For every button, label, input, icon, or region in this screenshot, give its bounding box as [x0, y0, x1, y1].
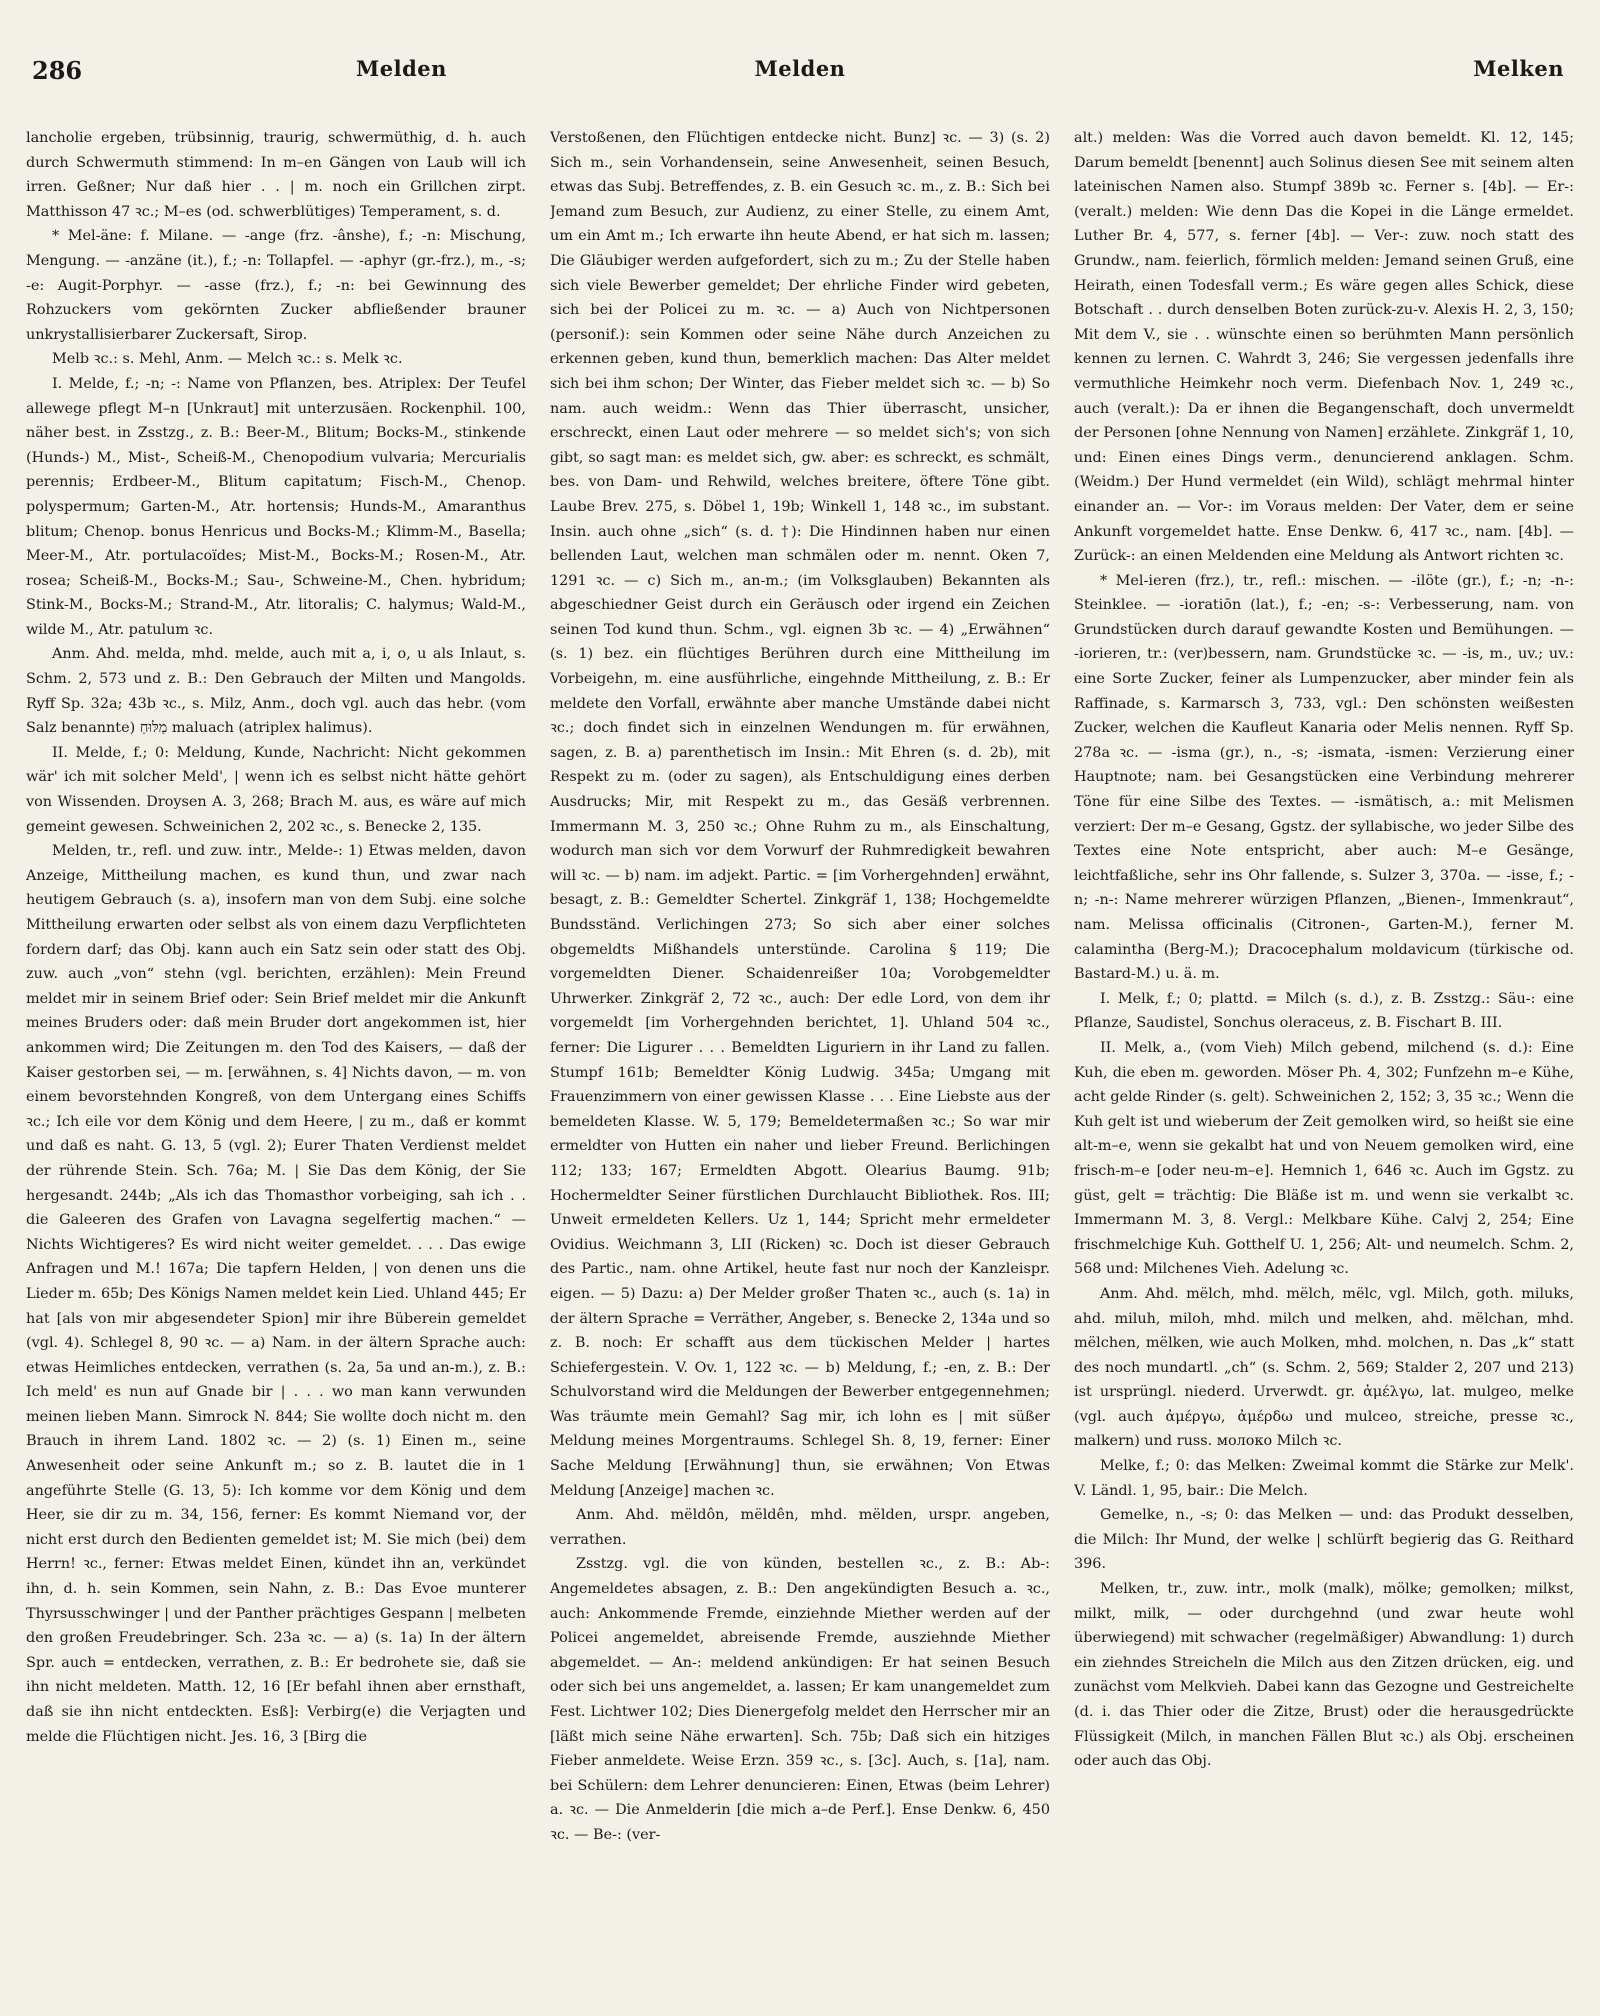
entry-paragraph: I. Melk, f.; 0; plattd. = Milch (s. d.), z. B. Zsstzg.: Säu-: eine Pflanze, Saudistel, Sonchus oleraceus, z. B. Fischart B. III. — [1074, 990, 1574, 1032]
entry-paragraph: Verstoßenen, den Flüchtigen entdecke nicht. Bunz] ꝛc. — 3) (s. 2) Sich m., sein Vorhandensein, seine Anwesenheit, seinen Besuch, etwas das Subj. Betreffendes, z. B. ein Gesuch ꝛc. m., z. B.: Sich bei Jemand zum Besuch, zur Audienz, zu einer Stelle, zu einem Amt, um ein Amt m.; Ich erwarte ihn heute Abend, er hat sich m. lassen; Die Gläubiger werden aufgefordert, sich zu m.; Zu der Stelle haben sich viele Bewerber gemeldet; Der ehrliche Finder wird gebeten, sich bei der Policei zu m. ꝛc. — a) Auch von Nichtpersonen (personif.): sein Kommen oder seine Nähe durch Anzeichen zu erkennen geben, kund thun, bemerklich machen: Das Alter meldet sich bei ihm schon; Der Winter, das Fieber meldet sich ꝛc. — b) So nam. auch weidm.: Wenn das Thier überrascht, unsicher, erschreckt, einen Laut oder mehrere — so meldet sich's; von sich gibt, so sagt man: es meldet sich, gw. aber: es schreckt, es schmält, bes. von Dam- und Rehwild, welches breitere, öftere Töne gibt. Laube Brev. 275, s. Döbel 1, 19b; Winkell 1, 148 ꝛc., im substant. Insin. auch ohne „sich“ (s. d. †): Die Hindinnen haben nur einen bellenden Laut, welchen man schmälen oder m. nennt. Oken 7, 1291 ꝛc. — c) Sich m., an-m.; (im Volksglauben) Bekannten als abgeschiedner Geist durch ein Geräusch oder irgend ein Zeichen seinen Tod kund thun. Schm., vgl. eignen 3b ꝛc. — 4) „Erwähnen“ (s. 1) bez. ein flüchtiges Berühren durch eine Mittheilung im Vorbeigehn, m. eine ausführliche, eingehnde Mittheilung, z. B.: Er meldete den Vorfall, erwähnte aber manche Umstände dabei nicht ꝛc.; doch findet sich in einzelnen Wendungen m. für erwähnen, sagen, z. B. a) parenthetisch im Insin.: Mit Ehren (s. d. 2b), mit Respekt zu m. (oder zu sagen), als Entschuldigung eines derben Ausdrucks; Mir, mit Respekt zu m., das Gesäß verbrennen. Immermann M. 3, 250 ꝛc.; Ohne Ruhm zu m., als Einschaltung, wodurch man sich vor dem Vorwurf der Ruhmredigkeit bewahren will ꝛc. — b) nam. im adjekt. Partic. = [im Vorhergehnden] erwähnt, besagt, z. B.: Gemeldter Schertel. Zinkgräf 1, 138; Hochgemeldte Bundsständ. Verlichingen 273; So sich aber einer solches obgemeldts Mißhandels unterstünde. Carolina § 119; Die vorgemeldten Diener. Schaidenreißer 10a; Vorobgemeldter Uhrwerker. Zinkgräf 2, 72 ꝛc., auch: Der edle Lord, von dem ihr vorgemeldt [im Vorhergehnden berichtet, 1]. Uhland 504 ꝛc., ferner: Die Ligurer . . . Bemeldten Liguriern in ihr Land zu fallen. Stumpf 161b; Bemeldter König Ludwig. 345a; Umgang mit Frauenzimmern von einer gewissen Klasse . . . Eine Liebste aus der bemeldeten Klasse. W. 5, 179; Bemeldetermaßen ꝛc.; So war mir ermeldter von Hutten ein naher und lieber Freund. Berlichingen 112; 133; 167; Ermeldten Abgott. Olearius Baumg. 91b; Hochermeldter Seiner fürstlichen Durchlaucht Bibliothek. Ros. III; Unweit ermeldeten Kellers. Uz 1, 144; Spricht mehr ermeldeter Ovidius. Weichmann 3, LII (Ricken) ꝛc. Doch ist dieser Gebrauch des Partic., nam. ohne Artikel, heute fast nur noch der Kanzleispr. eigen. — 5) Dazu: a) Der Melder großer Thaten ꝛc., auch (s. 1a) in der ältern Sprache = Verräther, Angeber, s. Benecke 2, 134a und so z. B. noch: Er schafft aus dem tückischen Melder | hartes Schiefergestein. V. Ov. 1, 122 ꝛc. — b) Meldung, f.; -en, z. B.: Der Schulvorstand wird die Meldungen der Bewerber entgegennehmen; Was träumte mein Gemahl? Sag mir, ich lohn es | mit süßer Meldung meines Morgentraums. Schlegel Sh. 8, 19, ferner: Einer Sache Meldung [Erwähnung] thun, sie erwähnen; Von Etwas Meldung [Anzeige] machen ꝛc. — [550, 130, 1050, 1499]
left-headword: Melden — [356, 56, 447, 81]
entry-paragraph: Gemelke, n., -s; 0: das Melken — und: das Produkt desselben, die Milch: Ihr Mund, der welke | schlürft begierig das G. Reithard 396. — [1074, 1507, 1574, 1573]
entry-paragraph: Melken, tr., zuw. intr., molk (malk), mölke; gemolken; milkst, milkt, milk, — oder durchgehnd (und zwar heute wohl überwiegend) mit schwacher (regelmäßiger) Abwandlung: 1) durch ein ziehndes Streicheln die Milch aus den Zitzen drücken, eig. und zunächst vom Melkvieh. Dabei kann das Gezogne und Gestreichelte (d. i. das Thier oder die Zitze, Brust) oder die herausgedrückte Flüssigkeit (Milch, in manchen Fällen Blut ꝛc.) als Obj. erscheinen oder auch das Obj. — [1074, 1581, 1574, 1770]
column-middle — [550, 126, 1050, 2006]
running-header — [26, 48, 1574, 86]
entry-paragraph: * Mel-ieren (frz.), tr., refl.: mischen. — -ilöte (gr.), f.; -n; -n-: Steinklee. — -ioratiōn (lat.), f.; -en; -s-: Verbesserung, nam. von Grundstücken durch darauf gewandte Kosten und Bemühungen. — -iorieren, tr.: (ver)bessern, nam. Grundstücke ꝛc. — -is, m., uv.; uv.: eine Sorte Zucker, feiner als Lumpenzucker, aber minder fein als Raffinade, s. Karmarsch 3, 733, vgl.: Den schönsten weißesten Zucker, welchen die Kaufleut Kanaria oder Melis nennen. Ryff Sp. 278a ꝛc. — -isma (gr.), n., -s; -ismata, -ismen: Verzierung einer Hauptnote; nam. bei Gesangstücken eine Verbindung mehrerer Töne für eine Silbe des Textes. — -ismätisch, a.: mit Melismen verziert: Der m–e Gesang, Ggstz. der syllabische, wo jeder Silbe des Textes eine Note entspricht, aber auch: M–e Gesänge, leichtfaßliche, sehr ins Ohr fallende, s. Sulzer 3, 370a. — -isse, f.; -n; -n-: Name mehrerer würzigen Pflanzen, „Bienen-, Immenkraut“, nam. Melissa officinalis (Citronen-, Garten-M.), ferner M. calamintha (Berg-M.); Dracocephalum moldavicum (türkische od. Bastard-M.) u. ä. m. — [1074, 572, 1574, 983]
page-number: 286 — [32, 56, 83, 85]
column-left — [26, 126, 526, 2006]
entry-paragraph: alt.) melden: Was die Vorred auch davon bemeldt. Kl. 12, 145; Darum bemeldt [benennt] auch Solinus diesen See mit seinem alten lateinischen Namen also. Stumpf 389b ꝛc. Ferner s. [4b]. — Er-: (veralt.) melden: Wie denn Das die Kopei in die Länge ermeldet. Luther Br. 4, 577, s. ferner [4b]. — Ver-: zuw. noch statt des Grundw., nam. feierlich, förmlich melden: Jemand seinen Gruß, eine Heirath, einen Todesfall verm.; Es wäre gegen alles Schick, diese Botschaft . . durch denselben Boten zurück-zu-v. Alexis H. 2, 3, 150; Mit dem V., sie . . wünschte einen so berühmten Mann persönlich kennen zu lernen. C. Wahrdt 3, 246; Sie vergessen jedenfalls ihre vermuthliche Heimkehr noch verm. Diefenbach Nov. 1, 249 ꝛc., auch (veralt.): Da er ihnen die Begangenschaft, doch unvermeldt der Personen [ohne Nennung von Namen] erzählete. Zinkgräf 1, 10, und: Einen eines Dings verm., denuncierend anklagen. Schm. (Weidm.) Der Hund vermeldet (ein Wild), schlägt mehrmal hinter einander an. — Vor-: im Voraus melden: Der Vater, dem er seine Ankunft vorgemeldet hatte. Ense Denkw. 6, 417 ꝛc., nam. [4b]. — Zurück-: an einen Meldenden eine Meldung als Antwort richten ꝛc. — [1074, 130, 1574, 565]
entry-paragraph: II. Melde, f.; 0: Meldung, Kunde, Nachricht: Nicht gekommen wär' ich mit solcher Meld', | wenn ich es selbst nicht hätte gehört von Wissenden. Droysen A. 3, 268; Brach M. aus, es wäre auf mich gemeint gewesen. Schweinichen 2, 202 ꝛc., s. Benecke 2, 135. — [26, 744, 526, 835]
column-right — [1074, 126, 1574, 2006]
center-headword: Melden — [754, 56, 846, 81]
entry-paragraph: * Mel-äne: f. Milane. — -ange (frz. -ânshe), f.; -n: Mischung, Mengung. — -anzäne (it.), f.; -n: Tollapfel. — -aphyr (gr.-frz.), m., -s; -e: Augit-Porphyr. — -asse (frz.), f.; -n: bei Gewinnung des Rohzuckers vom gekörnten Zucker abfließender brauner unkrystallisierbarer Zuckersaft, Sirop. — [26, 228, 526, 343]
entry-paragraph: Zsstzg. vgl. die von künden, bestellen ꝛc., z. B.: Ab-: Angemeldetes absagen, z. B.: Den angekündigten Besuch a. ꝛc., auch: Ankommende Fremde, einziehnde Miether werden auf der Policei angemeldet, abreisende Fremde, ausziehnde Miether abgemeldet. — An-: meldend ankündigen: Er hat seinen Besuch oder sich bei uns angemeldet, a. lassen; Er kam unangemeldet zum Fest. Lichtwer 102; Dies Dienergefolg meldet den Herrscher mir an [läßt mich seine Nähe erwarten]. Sch. 75b; Daß sich ein hitziges Fieber anmeldete. Weise Erzn. 359 ꝛc., s. [3c]. Auch, s. [1a], nam. bei Schülern: dem Lehrer denuncieren: Einen, Etwas (beim Lehrer) a. ꝛc. — Die Anmelderin [die mich a–de Perf.]. Ense Denkw. 6, 450 ꝛc. — Be-: (ver- — [550, 1556, 1050, 1843]
entry-paragraph: Anm. Ahd. mëldôn, mëldên, mhd. mëlden, urspr. angeben, verrathen. — [550, 1507, 1050, 1548]
entry-paragraph: lancholie ergeben, trübsinnig, traurig, schwermüthig, d. h. auch durch Schwermuth stimmend: In m–en Gängen von Laub will ich irren. Geßner; Nur daß hier . . | m. noch ein Grillchen zirpt. Matthisson 47 ꝛc.; M–es (od. schwerblütiges) Temperament, s. d. — [26, 130, 526, 220]
right-headword: Melken — [1473, 56, 1564, 81]
entry-paragraph: Melke, f.; 0: das Melken: Zweimal kommt die Stärke zur Melk'. V. Ländl. 1, 95, bair.: Die Melch. — [1074, 1458, 1574, 1499]
entry-paragraph: Melden, tr., refl. und zuw. intr., Melde-: 1) Etwas melden, davon Anzeige, Mittheilung machen, es kund thun, und zwar nach heutigem Gebrauch (s. a), insofern man von dem Subj. eine solche Mittheilung erwarten oder selbst als von einem dazu Verpflichteten fordern darf; das Obj. kann auch ein Satz sein oder statt des Obj. zuw. auch „von“ stehn (vgl. berichten, erzählen): Mein Freund meldet mir in seinem Brief oder: Sein Brief meldet mir die Ankunft meines Bruders oder: daß mein Bruder dort angekommen ist, hier ankommen wird; Die Zeitungen m. den Tod des Kaisers, — daß der Kaiser gestorben sei, — m. [erwähnen, s. 4] Nichts davon, — m. von einem bevorstehnden Kongreß, von dem Untergang eines Schiffs ꝛc.; Ich eile vor dem König und dem Heere, | zu m., daß er kommt und daß es naht. G. 13, 5 (vgl. 2); Eurer Thaten Verdienst meldet der rührende Stein. Sch. 76a; M. | Sie Das dem König, der Sie hergesandt. 244b; „Als ich das Thomasthor vorbeiging, sah ich . . die Galeeren des Grafen von Lavagna segelfertig machen.“ — Nichts Wichtigeres? Es wird nicht weiter gemeldet. . . . Das ewige Anfragen und M.! 167a; Die tapfern Helden, | von denen uns die Lieder m. 65b; Des Königs Namen meldet kein Lied. Uhland 445; Er hat [als von mir abgesendeter Spion] mir ihre Büberein gemeldet (vgl. 4). Schlegel 8, 90 ꝛc. — a) Nam. in der ältern Sprache auch: etwas Heimliches entdecken, verrathen (s. 2a, 5a und an-m.), z. B.: Ich meld' es nun auf Gnade bir | . . . wo man kann verwunden meinen lieben Mann. Simrock N. 844; Sie wollte doch nicht m. den Brauch in ihrem Land. 1802 ꝛc. — 2) (s. 1) Einen m., seine Anwesenheit oder seine Ankunft m.; so z. B. lautet die in 1 angeführte Stelle (G. 13, 5): Ich komme vor dem König und dem Heer, sie dir zu m. 34, 156, ferner: Es kommt Niemand vor, der nicht erst durch den Bedienten gemeldet ist; M. Sie mich (bei) dem Herrn! ꝛc., ferner: Etwas meldet Einen, kündet ihn an, verkündet ihn, d. h. sein Kommen, sein Nahn, z. B.: Das Evoe munterer Thyrsusschwinger | und der Panther prächtiges Gespann | melbeten den großen Freudebringer. Sch. 23a ꝛc. — a) (s. 1a) In der ältern Spr. auch = entdecken, verrathen, z. B.: Er bedrohete sie, daß sie ihn nicht meldeten. Matth. 12, 16 [Er befahl ihnen aber ernsthaft, daß sie ihn nicht entdeckten. Esß]: Verbirg(e) die Verjagten und melde die Flüchtigen nicht. Jes. 16, 3 [Birg die — [26, 843, 526, 1745]
entry-paragraph: Melb ꝛc.: s. Mehl, Anm. — Melch ꝛc.: s. Melk ꝛc. — [52, 351, 403, 368]
text-columns — [26, 126, 1574, 2006]
entry-paragraph: II. Melk, a., (vom Vieh) Milch gebend, milchend (s. d.): Eine Kuh, die eben m. geworden. Möser Ph. 4, 302; Funfzehn m–e Kühe, acht gelde Rinder (s. gelt). Schweinichen 2, 152; 3, 35 ꝛc.; Wenn die Kuh gelt ist und wieberum der Zeit gemolken wird, so heißt sie eine alt-m–e, wenn sie gekalbt hat und von Neuem gemolken wird, eine frisch-m–e [oder neu-m–e]. Hemnich 1, 646 ꝛc. Auch im Ggstz. zu güst, gelt = trächtig: Die Bläße ist m. und wenn sie verkalbt ꝛc. Immermann M. 3, 8. Vergl.: Melkbare Kühe. Calvj 2, 254; Eine frischmelchige Kuh. Gotthelf U. 1, 256; Alt- und neumelch. Schm. 2, 568 und: Milchenes Vieh. Adelung ꝛc. — [1074, 1039, 1574, 1278]
entry-paragraph: Anm. Ahd. mëlch, mhd. mëlch, mëlc, vgl. Milch, goth. miluks, ahd. miluh, miloh, mhd. milch und melken, ahd. mëlchan, mhd. mëlchen, mëlken, wie auch Molken, mhd. molchen, n. Das „k“ statt des noch mundartl. „ch“ (s. Schm. 2, 569; Stalder 2, 207 und 213) ist ursprüngl. niederd. Urverwdt. gr. ἀμέλγω, lat. mulgeo, melke (vgl. auch ἀμέργω, ἀμέρδω und mulceo, streiche, presse ꝛc., malkern) und russ. молоко Milch ꝛc. — [1074, 1285, 1574, 1450]
entry-paragraph: Anm. Ahd. melda, mhd. melde, auch mit a, i, o, u als Inlaut, s. Schm. 2, 573 und z. B.: Den Gebrauch der Milten und Mangolds. Ryff Sp. 32a; 43b ꝛc., s. Milz, Anm., doch vgl. auch das hebr. (vom Salz benannte) מַלּוּחַ maluach (atriplex halimus). — [26, 646, 526, 737]
entry-paragraph: I. Melde, f.; -n; -: Name von Pflanzen, bes. Atriplex: Der Teufel allewege pflegt M–n [Unkraut] mit unterzusäen. Rockenphil. 100, näher best. in Zsstzg., z. B.: Beer-M., Blitum; Bocks-M., stinkende (Hunds-) M., Mist-, Scheiß-M., Chenopodium vulvaria; Mercurialis perennis; Erdbeer-M., Blitum capitatum; Fisch-M., Chenop. polyspermum; Garten-M., Atr. hortensis; Hunds-M., Amaranthus blitum; Chenop. bonus Henricus und Bocks-M.; Klimm-M., Basella; Meer-M., Atr. portulacoïdes; Mist-M., Bocks-M.; Rosen-M., Atr. rosea; Scheiß-M., Bocks-M.; Sau-, Schweine-M., Chen. hybridum; Stink-M., Bocks-M.; Strand-M., Atr. litoralis; C. halymus; Wald-M., wilde M., Atr. patulum ꝛc. — [26, 375, 526, 638]
